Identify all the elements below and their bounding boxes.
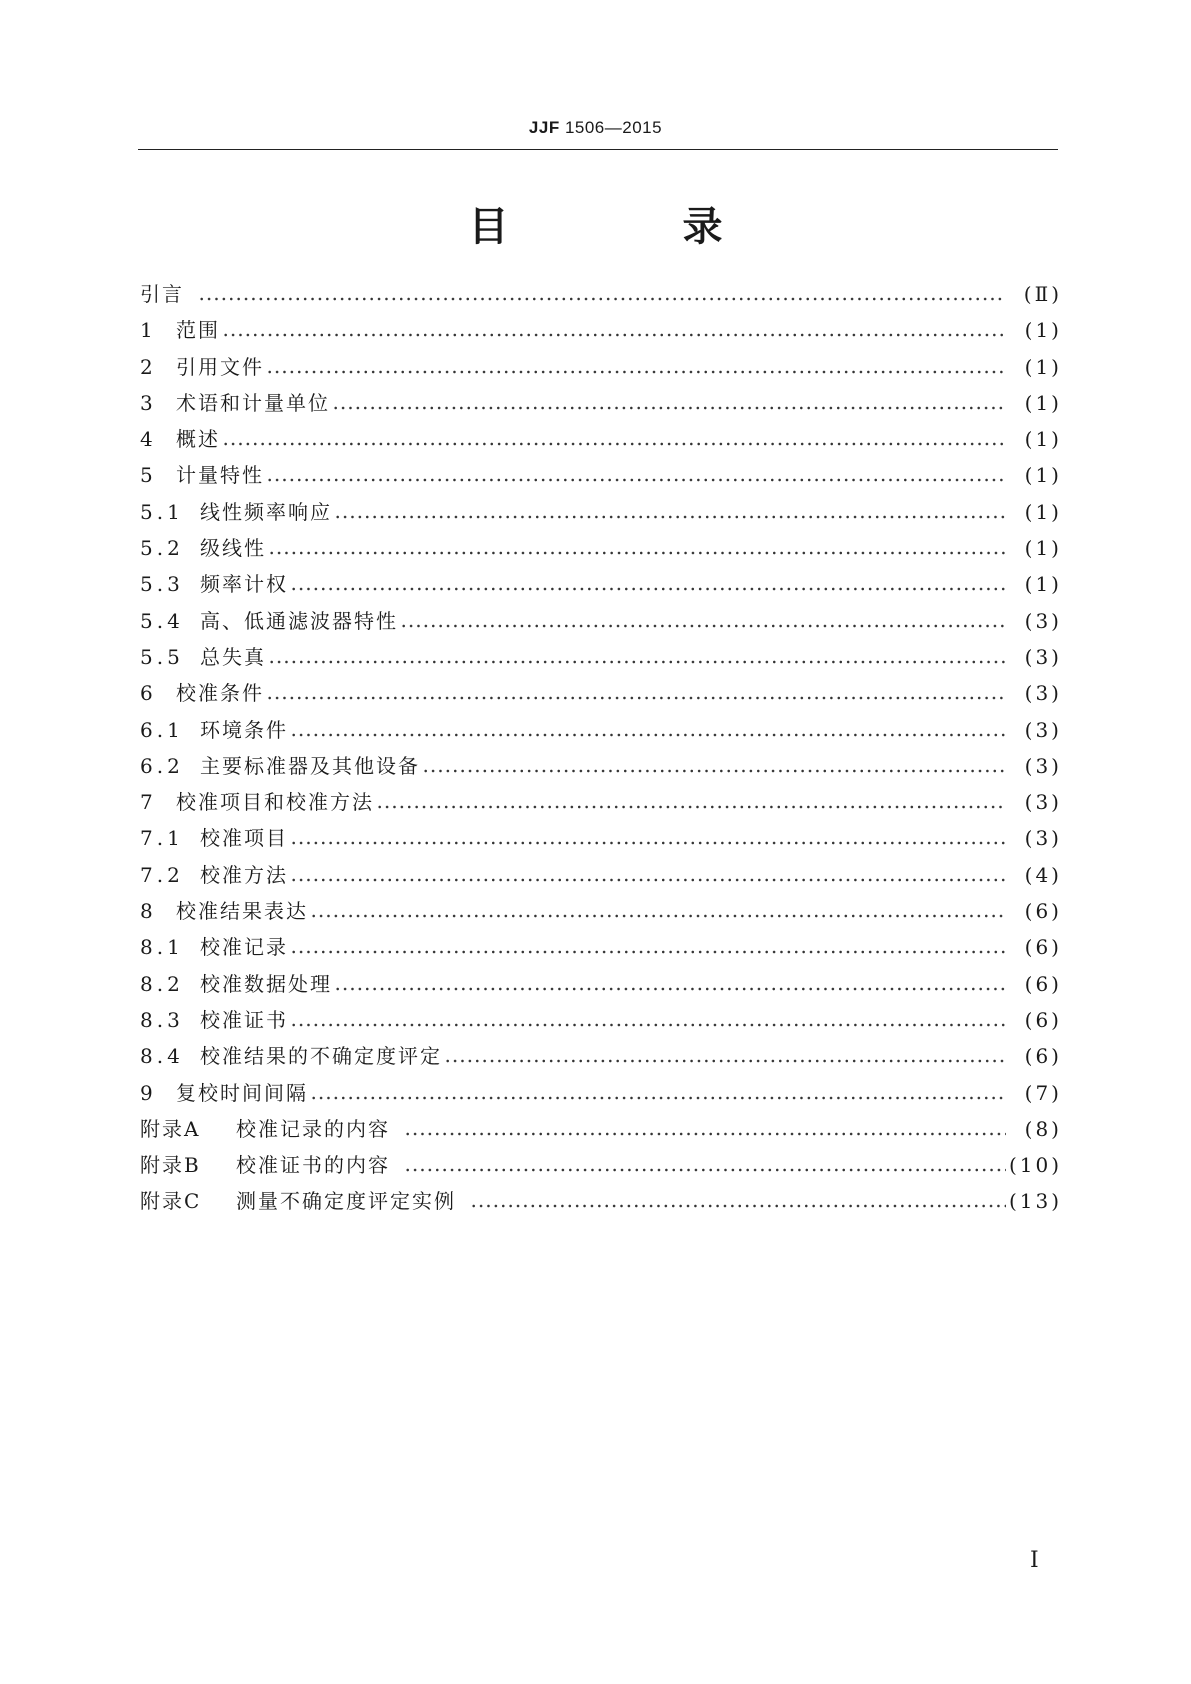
toc-entry-label: 校准结果表达: [176, 899, 308, 924]
toc-entry-page: (Ⅱ): [1023, 282, 1062, 306]
toc-entry[interactable]: [140, 1113, 1062, 1149]
toc-entry-label: 校准记录: [200, 935, 288, 960]
toc-entry-label: 校准数据处理: [200, 971, 332, 996]
toc-entry[interactable]: [140, 750, 1062, 786]
dot-leader: [198, 283, 1006, 303]
toc-entry-label: 校准方法: [200, 862, 288, 887]
toc-entry-page: (1): [1024, 427, 1062, 452]
toc-entry-page: (1): [1024, 318, 1062, 343]
toc-entry[interactable]: [140, 641, 1062, 677]
toc-entry-page: (3): [1024, 717, 1062, 742]
dot-leader: [290, 827, 1006, 847]
toc-entry-number: 附录B: [140, 1153, 201, 1178]
toc-entry-page: (1): [1024, 536, 1062, 561]
toc-entry-number: 8.4: [140, 1044, 184, 1069]
dot-leader: [266, 682, 1006, 702]
dot-leader: [400, 610, 1006, 630]
toc-entry-number: 1: [140, 318, 157, 343]
dot-leader: [334, 973, 1006, 993]
toc-entry[interactable]: [140, 822, 1062, 858]
toc-entry[interactable]: [140, 1004, 1062, 1040]
toc-entry-label: 校准项目: [200, 826, 288, 851]
toc-entry-number: 4: [140, 427, 157, 452]
toc-entry[interactable]: [140, 859, 1062, 895]
toc-entry-label: 线性频率响应: [200, 499, 332, 524]
dot-leader: [266, 464, 1006, 484]
toc-entry-number: 7.2: [140, 862, 184, 887]
toc-entry-label: 校准证书的内容: [236, 1153, 390, 1178]
toc-entry[interactable]: [140, 605, 1062, 641]
dot-leader: [266, 356, 1006, 376]
toc-entry-label: 校准证书: [200, 1007, 288, 1032]
dot-leader: [310, 1082, 1006, 1102]
table-of-contents: [140, 278, 1062, 1222]
header-rule: [138, 149, 1058, 150]
toc-entry[interactable]: [140, 351, 1062, 387]
toc-entry-number: 8.1: [140, 935, 184, 960]
toc-entry-number: 5.5: [140, 644, 184, 669]
toc-entry-label: 校准条件: [176, 681, 264, 706]
toc-entry-label: 引用文件: [176, 354, 264, 379]
toc-entry-number: 5.3: [140, 572, 184, 597]
toc-entry-number: 3: [140, 390, 157, 415]
toc-entry-number: 7: [140, 790, 157, 815]
dot-leader: [332, 392, 1006, 412]
toc-entry-page: (1): [1024, 390, 1062, 415]
toc-entry-page: (8): [1024, 1116, 1062, 1141]
dot-leader: [404, 1118, 1006, 1138]
toc-entry-number: 6: [140, 681, 157, 706]
toc-entry[interactable]: [140, 314, 1062, 350]
toc-entry[interactable]: [140, 1040, 1062, 1076]
toc-entry-label: 校准项目和校准方法: [176, 790, 374, 815]
dot-leader: [222, 319, 1006, 339]
toc-entry-number: 5: [140, 463, 157, 488]
toc-entry-page: (3): [1024, 681, 1062, 706]
toc-entry-label: 计量特性: [176, 463, 264, 488]
toc-entry[interactable]: [140, 278, 1062, 314]
toc-entry-label: 范围: [176, 318, 220, 343]
toc-entry-number: 附录C: [140, 1189, 202, 1214]
dot-leader: [290, 864, 1006, 884]
toc-entry-number: 5.2: [140, 536, 184, 561]
toc-entry-number: 5.1: [140, 499, 184, 524]
dot-leader: [290, 573, 1006, 593]
toc-entry-label: 级线性: [200, 536, 266, 561]
dot-leader: [290, 719, 1006, 739]
toc-entry[interactable]: [140, 1149, 1062, 1185]
toc-entry-page: (6): [1024, 1044, 1062, 1069]
toc-entry-label: 测量不确定度评定实例: [236, 1189, 456, 1214]
toc-entry-number: 6.2: [140, 753, 184, 778]
standard-code: JJF: [528, 118, 560, 137]
dot-leader: [290, 1009, 1006, 1029]
toc-entry-page: (7): [1024, 1080, 1062, 1105]
toc-entry-number: 附录A: [140, 1116, 201, 1141]
dot-leader: [290, 936, 1006, 956]
toc-entry-page: (3): [1024, 790, 1062, 815]
toc-entry-page: (13): [1008, 1189, 1062, 1214]
dot-leader: [376, 791, 1006, 811]
toc-entry[interactable]: [140, 714, 1062, 750]
toc-entry-label: 环境条件: [200, 717, 288, 742]
toc-entry-number: 6.1: [140, 717, 184, 742]
toc-entry[interactable]: [140, 677, 1062, 713]
toc-entry[interactable]: [140, 1077, 1062, 1113]
page-number: Ⅰ: [1030, 1548, 1039, 1573]
toc-entry-number: 5.4: [140, 608, 184, 633]
toc-entry-label: 总失真: [200, 644, 266, 669]
toc-entry[interactable]: [140, 423, 1062, 459]
toc-entry-number: 8: [140, 899, 157, 924]
dot-leader: [404, 1154, 1006, 1174]
toc-entry-page: (6): [1024, 1007, 1062, 1032]
toc-entry[interactable]: [140, 968, 1062, 1004]
toc-entry-page: (6): [1024, 935, 1062, 960]
toc-entry[interactable]: [140, 931, 1062, 967]
toc-entry-label: 校准记录的内容: [236, 1116, 390, 1141]
toc-entry[interactable]: [140, 387, 1062, 423]
dot-leader: [268, 537, 1006, 557]
toc-entry-label: 校准结果的不确定度评定: [200, 1044, 442, 1069]
toc-entry[interactable]: [140, 496, 1062, 532]
toc-entry-number: 8.2: [140, 971, 184, 996]
toc-entry-page: (3): [1024, 608, 1062, 633]
toc-entry[interactable]: [140, 786, 1062, 822]
dot-leader: [470, 1190, 1006, 1210]
toc-entry-page: (1): [1024, 354, 1062, 379]
toc-entry-page: (3): [1024, 644, 1062, 669]
toc-entry-page: (10): [1008, 1153, 1062, 1178]
toc-entry[interactable]: [140, 532, 1062, 568]
toc-entry-label: 主要标准器及其他设备: [200, 753, 420, 778]
toc-entry-page: (4): [1024, 862, 1062, 887]
toc-entry-label: 术语和计量单位: [176, 390, 330, 415]
dot-leader: [334, 501, 1006, 521]
page-title: 目 录: [468, 204, 803, 250]
dot-leader: [444, 1045, 1006, 1065]
toc-entry-label: 高、低通滤波器特性: [200, 608, 398, 633]
dot-leader: [310, 900, 1006, 920]
toc-entry-label: 复校时间间隔: [176, 1080, 308, 1105]
standard-number: 1506—2015: [564, 118, 663, 137]
toc-entry[interactable]: [140, 568, 1062, 604]
toc-entry-page: (1): [1024, 572, 1062, 597]
toc-entry-label: 频率计权: [200, 572, 288, 597]
toc-entry-page: (6): [1024, 971, 1062, 996]
dot-leader: [222, 428, 1006, 448]
toc-entry-label: 引言: [140, 282, 184, 306]
toc-entry-page: (3): [1024, 753, 1062, 778]
toc-entry-number: 2: [140, 354, 157, 379]
toc-entry-number: 8.3: [140, 1007, 184, 1032]
toc-entry-number: 7.1: [140, 826, 184, 851]
toc-entry[interactable]: [140, 459, 1062, 495]
toc-entry-number: 9: [140, 1080, 157, 1105]
dot-leader: [422, 755, 1006, 775]
toc-entry-page: (1): [1024, 499, 1062, 524]
toc-entry-page: (3): [1024, 826, 1062, 851]
toc-entry[interactable]: [140, 1185, 1062, 1221]
running-header: [0, 118, 1191, 138]
toc-entry-page: (1): [1024, 463, 1062, 488]
toc-entry[interactable]: [140, 895, 1062, 931]
toc-entry-label: 概述: [176, 427, 220, 452]
toc-entry-page: (6): [1024, 899, 1062, 924]
dot-leader: [268, 646, 1006, 666]
